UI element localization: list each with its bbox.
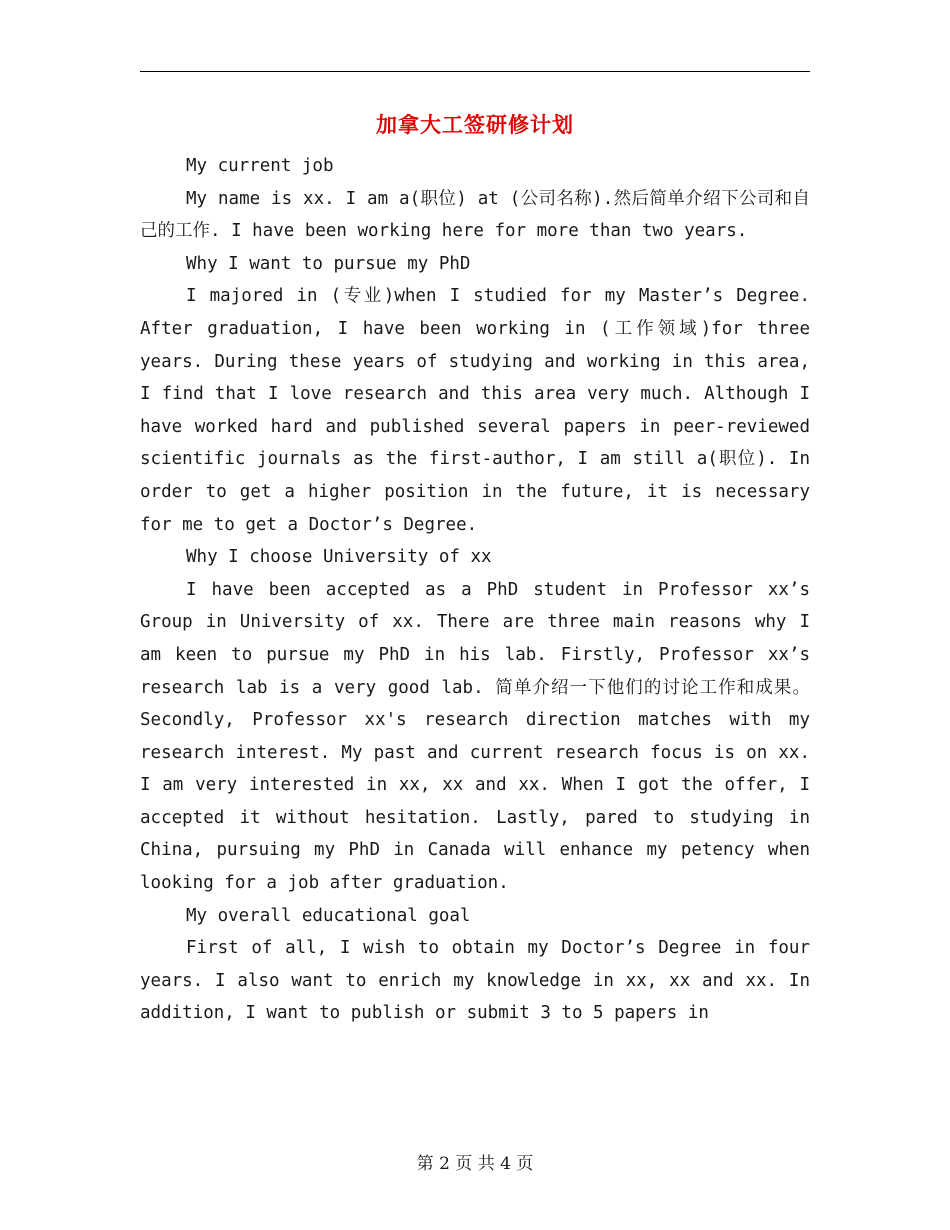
document-body — [140, 150, 810, 1030]
paragraph-current-job: My name is xx. I am a(职位) at (公司名称).然后简单介绍下公司和自己的工作. I have been working here for more than two years. — [140, 188, 810, 242]
paragraph-why-university: I have been accepted as a PhD student in Professor xx’s Group in University of xx. There are three main reasons why I am keen to pursue my PhD in his lab. Firstly, Professor xx’s research lab is a very good lab. 简单介绍一下他们的讨论工作和成果。 Secondly, Professor xx's research direction matches with my research interest. My past and current research focus is on xx. I am very interested in xx, xx and xx. When I got the offer, I accepted it without hesitation. Lastly, pared to studying in China, pursuing my PhD in Canada will enhance my petency when looking for a job after graduation. — [140, 579, 810, 894]
section-heading-current-job: My current job — [186, 156, 334, 176]
paragraph-educational-goal: First of all, I wish to obtain my Doctor’s Degree in four years. I also want to enrich my knowledge in xx, xx and xx. In addition, I want to publish or submit 3 to 5 papers in — [140, 938, 810, 1024]
document-title: 加拿大工签研修计划 — [376, 113, 574, 137]
header-rule — [140, 71, 810, 72]
section-heading-why-phd: Why I want to pursue my PhD — [186, 253, 471, 274]
section-heading-educational-goal: My overall educational goal — [186, 905, 471, 926]
page-number-footer: 第 2 页 共 4 页 — [416, 1154, 534, 1174]
section-heading-why-university: Why I choose University of xx — [186, 547, 492, 568]
paragraph-why-phd: I majored in (专业)when I studied for my Master’s Degree. After graduation, I have been working in (工作领域)for three years. During these years of studying and working in this area, I find that I love research and this area very much. Although I have worked hard and published several papers in peer-reviewed scientific journals as the first-author, I am still a(职位). In order to get a higher position in the future, it is necessary for me to get a Doctor’s Degree. — [140, 286, 810, 535]
